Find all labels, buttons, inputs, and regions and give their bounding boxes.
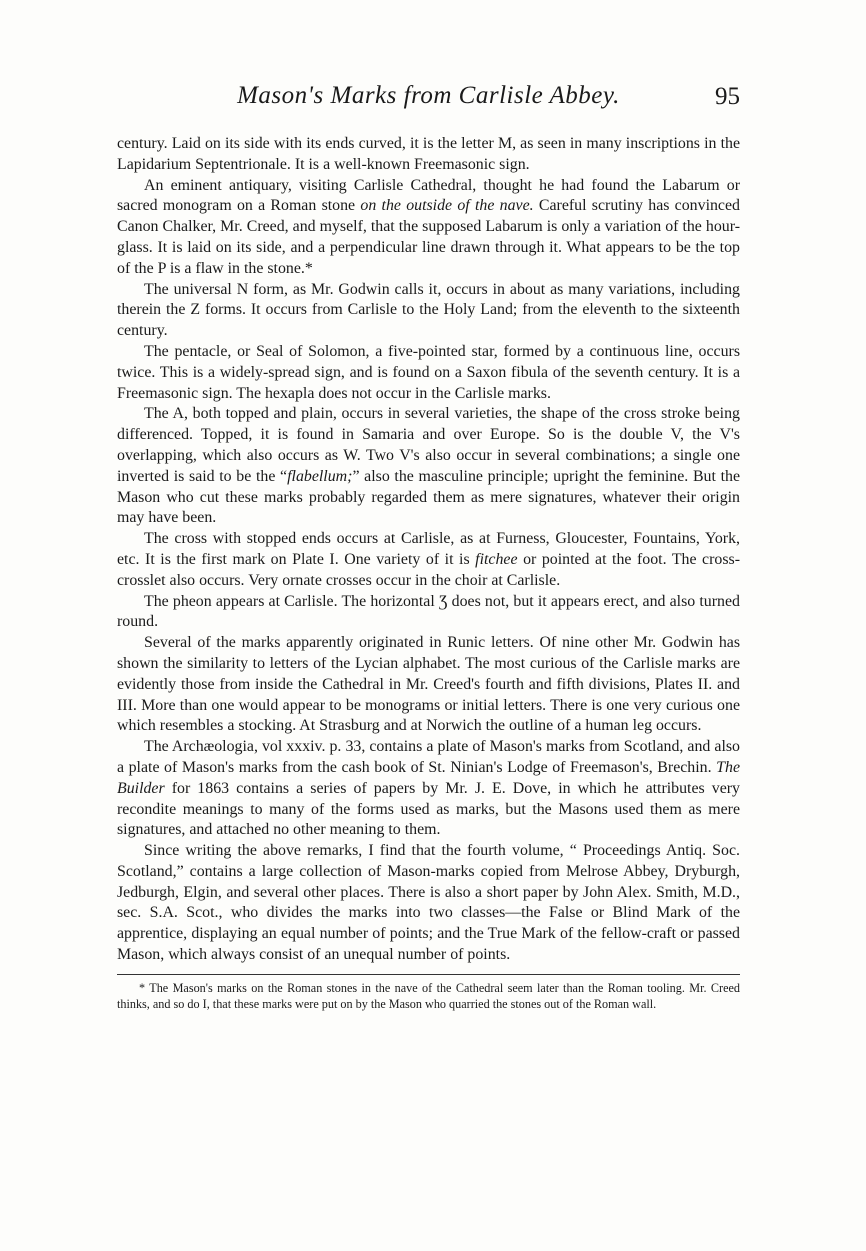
text-run: Careful scrutiny has convinced Canon Chalker, Mr. Creed, and myself, that the supposed Labarum is only a variation of the hour-glass. It is laid on its side, and a perpendicular line drawn through it. What appears to be the top of the P is a flaw in the stone.* [117, 197, 740, 277]
text-run: An eminent antiquary, visiting Carlisle Cathedral, thought he had found the Labarum or sacred monogram on a Roman stone [117, 176, 740, 215]
text-run: The cross with stopped ends occurs at Carlisle, as at Furness, Gloucester, Fountains, York, etc. It is the first mark on Plate I. One variety of it is [117, 530, 740, 568]
footnote-text: * The Mason's marks on the Roman stones in the nave of the Cathedral seem later than the Roman tooling. Mr. Creed thinks, and so do I, that these marks were put on by the Mason who quarried the stones out of the Roman wall. [117, 980, 740, 1012]
text-run: The universal N form, as Mr. Godwin calls it, occurs in about as many variations, including therein the Z forms. It occurs from Carlisle to the Holy Land; from the eleventh to the sixteenth century. [117, 280, 740, 340]
text-run: Since writing the above remarks, I find that the fourth volume, “ Proceedings Antiq. Soc. Scotland,” contains a large collection of Mason-marks copied from Melrose Abbey, Dryburgh, Jedburgh, Elgin, and several other places. There is also a short paper by John Alex. Smith, M.D., sec. S.A. Scot., who divides the marks into two classes—the False or Blind Mark of the apprentice, displaying an equal number of points; and the True Mark of the fellow-craft or passed Mason, which always consist of an unequal number of points. [117, 842, 740, 964]
text-run: The Archæologia, vol xxxiv. p. 33, contains a plate of Mason's marks from Scotland, and also a plate of Mason's marks from the cash book of St. Ninian's Lodge of Freemason's, Brechin. [117, 738, 740, 776]
italic-text: The Builder [117, 758, 740, 797]
paragraph [117, 841, 740, 966]
text-run: ” also the masculine principle; upright the feminine. But the Mason who cut these marks probably regarded them as mere signatures, whatever their origin may have been. [117, 467, 740, 527]
footnote [117, 980, 740, 1012]
text-run: Several of the marks apparently originated in Runic letters. Of nine other Mr. Godwin has shown the similarity to letters of the Lycian alphabet. The most curious of the Carlisle marks are evidently those from inside the Cathedral in Mr. Creed's fourth and fifth divisions, Plates II. and III. More than one would appear to be monograms or initial letters. There is one very curious one which resembles a stocking. At Strasburg and at Norwich the outline of a human leg occurs. [117, 634, 740, 735]
page [117, 82, 740, 1012]
paragraph [117, 404, 740, 529]
body-text [117, 134, 740, 966]
italic-text: fitchee [475, 550, 518, 568]
italic-text: flabellum; [287, 467, 353, 485]
paragraph [117, 280, 740, 342]
paragraph [117, 176, 740, 280]
text-run: The pentacle, or Seal of Solomon, a five-pointed star, formed by a continuous line, occurs twice. This is a widely-spread sign, and is found on a Saxon fibula of the seventh century. It is a Freemasonic sign. The hexapla does not occur in the Carlisle marks. [117, 342, 740, 402]
footnote-rule [117, 974, 740, 975]
text-run: for 1863 contains a series of papers by Mr. J. E. Dove, in which he attributes very recondite meanings to many of the forms used as marks, but the Masons used them as mere signatures, and attached no other meaning to them. [117, 779, 740, 839]
italic-text: on the outside of the nave. [360, 197, 534, 215]
paragraph [117, 134, 740, 176]
running-title: Mason's Marks from Carlisle Abbey. [237, 82, 620, 109]
text-run: or pointed at the foot. The cross-crosslet also occurs. Very ornate crosses occur in the choir at Carlisle. [117, 550, 741, 589]
paragraph [117, 737, 740, 841]
paragraph [117, 633, 740, 737]
paragraph [117, 342, 740, 404]
text-run: century. Laid on its side with its ends curved, it is the letter M, as seen in many inscriptions in the Lapidarium Septentrionale. It is a well-known Freemasonic sign. [117, 135, 740, 173]
text-run: The pheon appears at Carlisle. The horizontal Ʒ does not, but it appears erect, and also turned round. [117, 592, 740, 631]
paragraph [117, 529, 740, 591]
paragraph [117, 592, 740, 634]
text-run: The A, both topped and plain, occurs in several varieties, the shape of the cross stroke being differenced. Topped, it is found in Samaria and over Europe. So is the double V, the V's overlapping, which also occurs as W. Two V's also occur in several combinations; a single one inverted is said to be the “ [117, 405, 740, 485]
page-number: 95 [715, 83, 740, 110]
page-header [117, 82, 740, 134]
